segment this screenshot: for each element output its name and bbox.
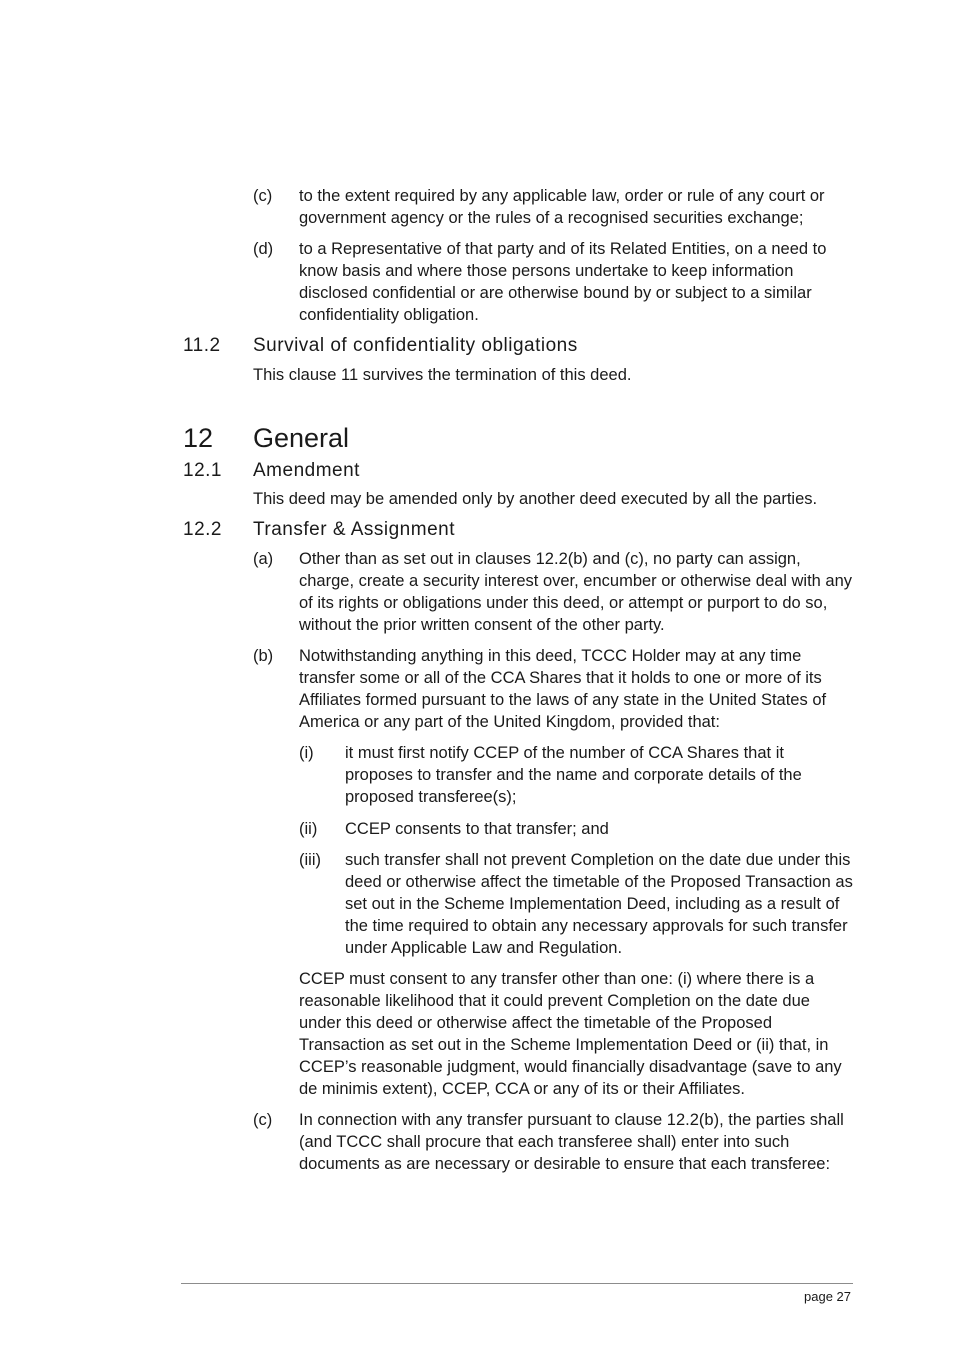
clause-12-2-b-ii (299, 818, 854, 840)
item-text: In connection with any transfer pursuant to clause 12.2(b), the parties shall (and TCCC shall procure that each transferee shall) enter into such documents as are necessary or desirable to ensure that each transferee: (299, 1111, 844, 1173)
heading-title: General (253, 423, 350, 453)
clause-11-1-d (253, 238, 853, 326)
heading-11-2 (183, 334, 863, 358)
heading-title: Survival of confidentiality obligations (253, 335, 578, 356)
heading-12-1 (183, 459, 863, 483)
item-label: (b) (253, 647, 274, 665)
item-label: (i) (299, 744, 314, 762)
item-text: Other than as set out in clauses 12.2(b) and (c), no party can assign, charge, create a security interest over, encumber or otherwise deal with any of its rights or obligations under this deed, or attempt or purport to do so, without the prior written consent of the other party. (299, 550, 853, 634)
heading-title: Amendment (253, 460, 360, 481)
clause-11-2-body: This clause 11 survives the termination of this deed. (253, 366, 632, 384)
heading-12 (183, 422, 863, 454)
item-label: (iii) (299, 851, 321, 869)
clause-12-1-body: This deed may be amended only by another deed executed by all the parties. (253, 490, 818, 508)
item-label: (c) (253, 1111, 273, 1129)
clause-12-2-b-tail: CCEP must consent to any transfer other than one: (i) where there is a reasonable likelihood that it could prevent Completion on the date due under this deed or otherwise affect the timetable of the Proposed Transaction as set out in the Scheme Implementation Deed or (ii) that, in CCEP’s reasonable judgment, would financially disadvantage (save to any de minimis extent), CCEP, CCA or any of its or their Affiliates. (299, 970, 842, 1098)
clause-12-2-a (253, 548, 853, 636)
item-text: CCEP consents to that transfer; and (345, 820, 609, 838)
clause-12-2-b-i (299, 742, 854, 808)
footer-divider (181, 1283, 853, 1284)
item-label: (a) (253, 550, 274, 568)
item-text: to the extent required by any applicable law, order or rule of any court or government agency or the rules of a recognised securities exchange; (299, 187, 825, 227)
clause-12-2-b-iii (299, 849, 854, 959)
page-number: page 27 (804, 1289, 851, 1304)
heading-number: 12 (183, 423, 214, 453)
clause-11-1-c (253, 185, 853, 229)
heading-number: 12.1 (183, 460, 222, 481)
heading-number: 11.2 (183, 335, 221, 356)
clause-12-2-c (253, 1109, 853, 1175)
heading-title: Transfer & Assignment (253, 519, 455, 540)
item-label: (d) (253, 240, 274, 258)
item-text: it must first notify CCEP of the number of CCA Shares that it proposes to transfer and the name and corporate details of the proposed transferee(s); (345, 744, 802, 806)
item-text: such transfer shall not prevent Completion on the date due under this deed or otherwise affect the timetable of the Proposed Transaction as set out in the Scheme Implementation Deed, including as a result of the time required to obtain any necessary approvals for such transfer under Applicable Law and Regulation. (345, 851, 853, 957)
heading-12-2 (183, 518, 863, 542)
item-text: to a Representative of that party and of its Related Entities, on a need to know basis and where those persons undertake to keep information disclosed confidential or are otherwise bound by or subject to a similar confidentiality obligation. (299, 240, 827, 324)
item-text: Notwithstanding anything in this deed, TCCC Holder may at any time transfer some or all of the CCA Shares that it holds to one or more of its Affiliates formed pursuant to the laws of any state in the United States of America or any part of the United Kingdom, provided that: (299, 647, 827, 731)
heading-number: 12.2 (183, 519, 222, 540)
item-label: (c) (253, 187, 273, 205)
item-label: (ii) (299, 820, 318, 838)
clause-12-2-b (253, 645, 853, 733)
